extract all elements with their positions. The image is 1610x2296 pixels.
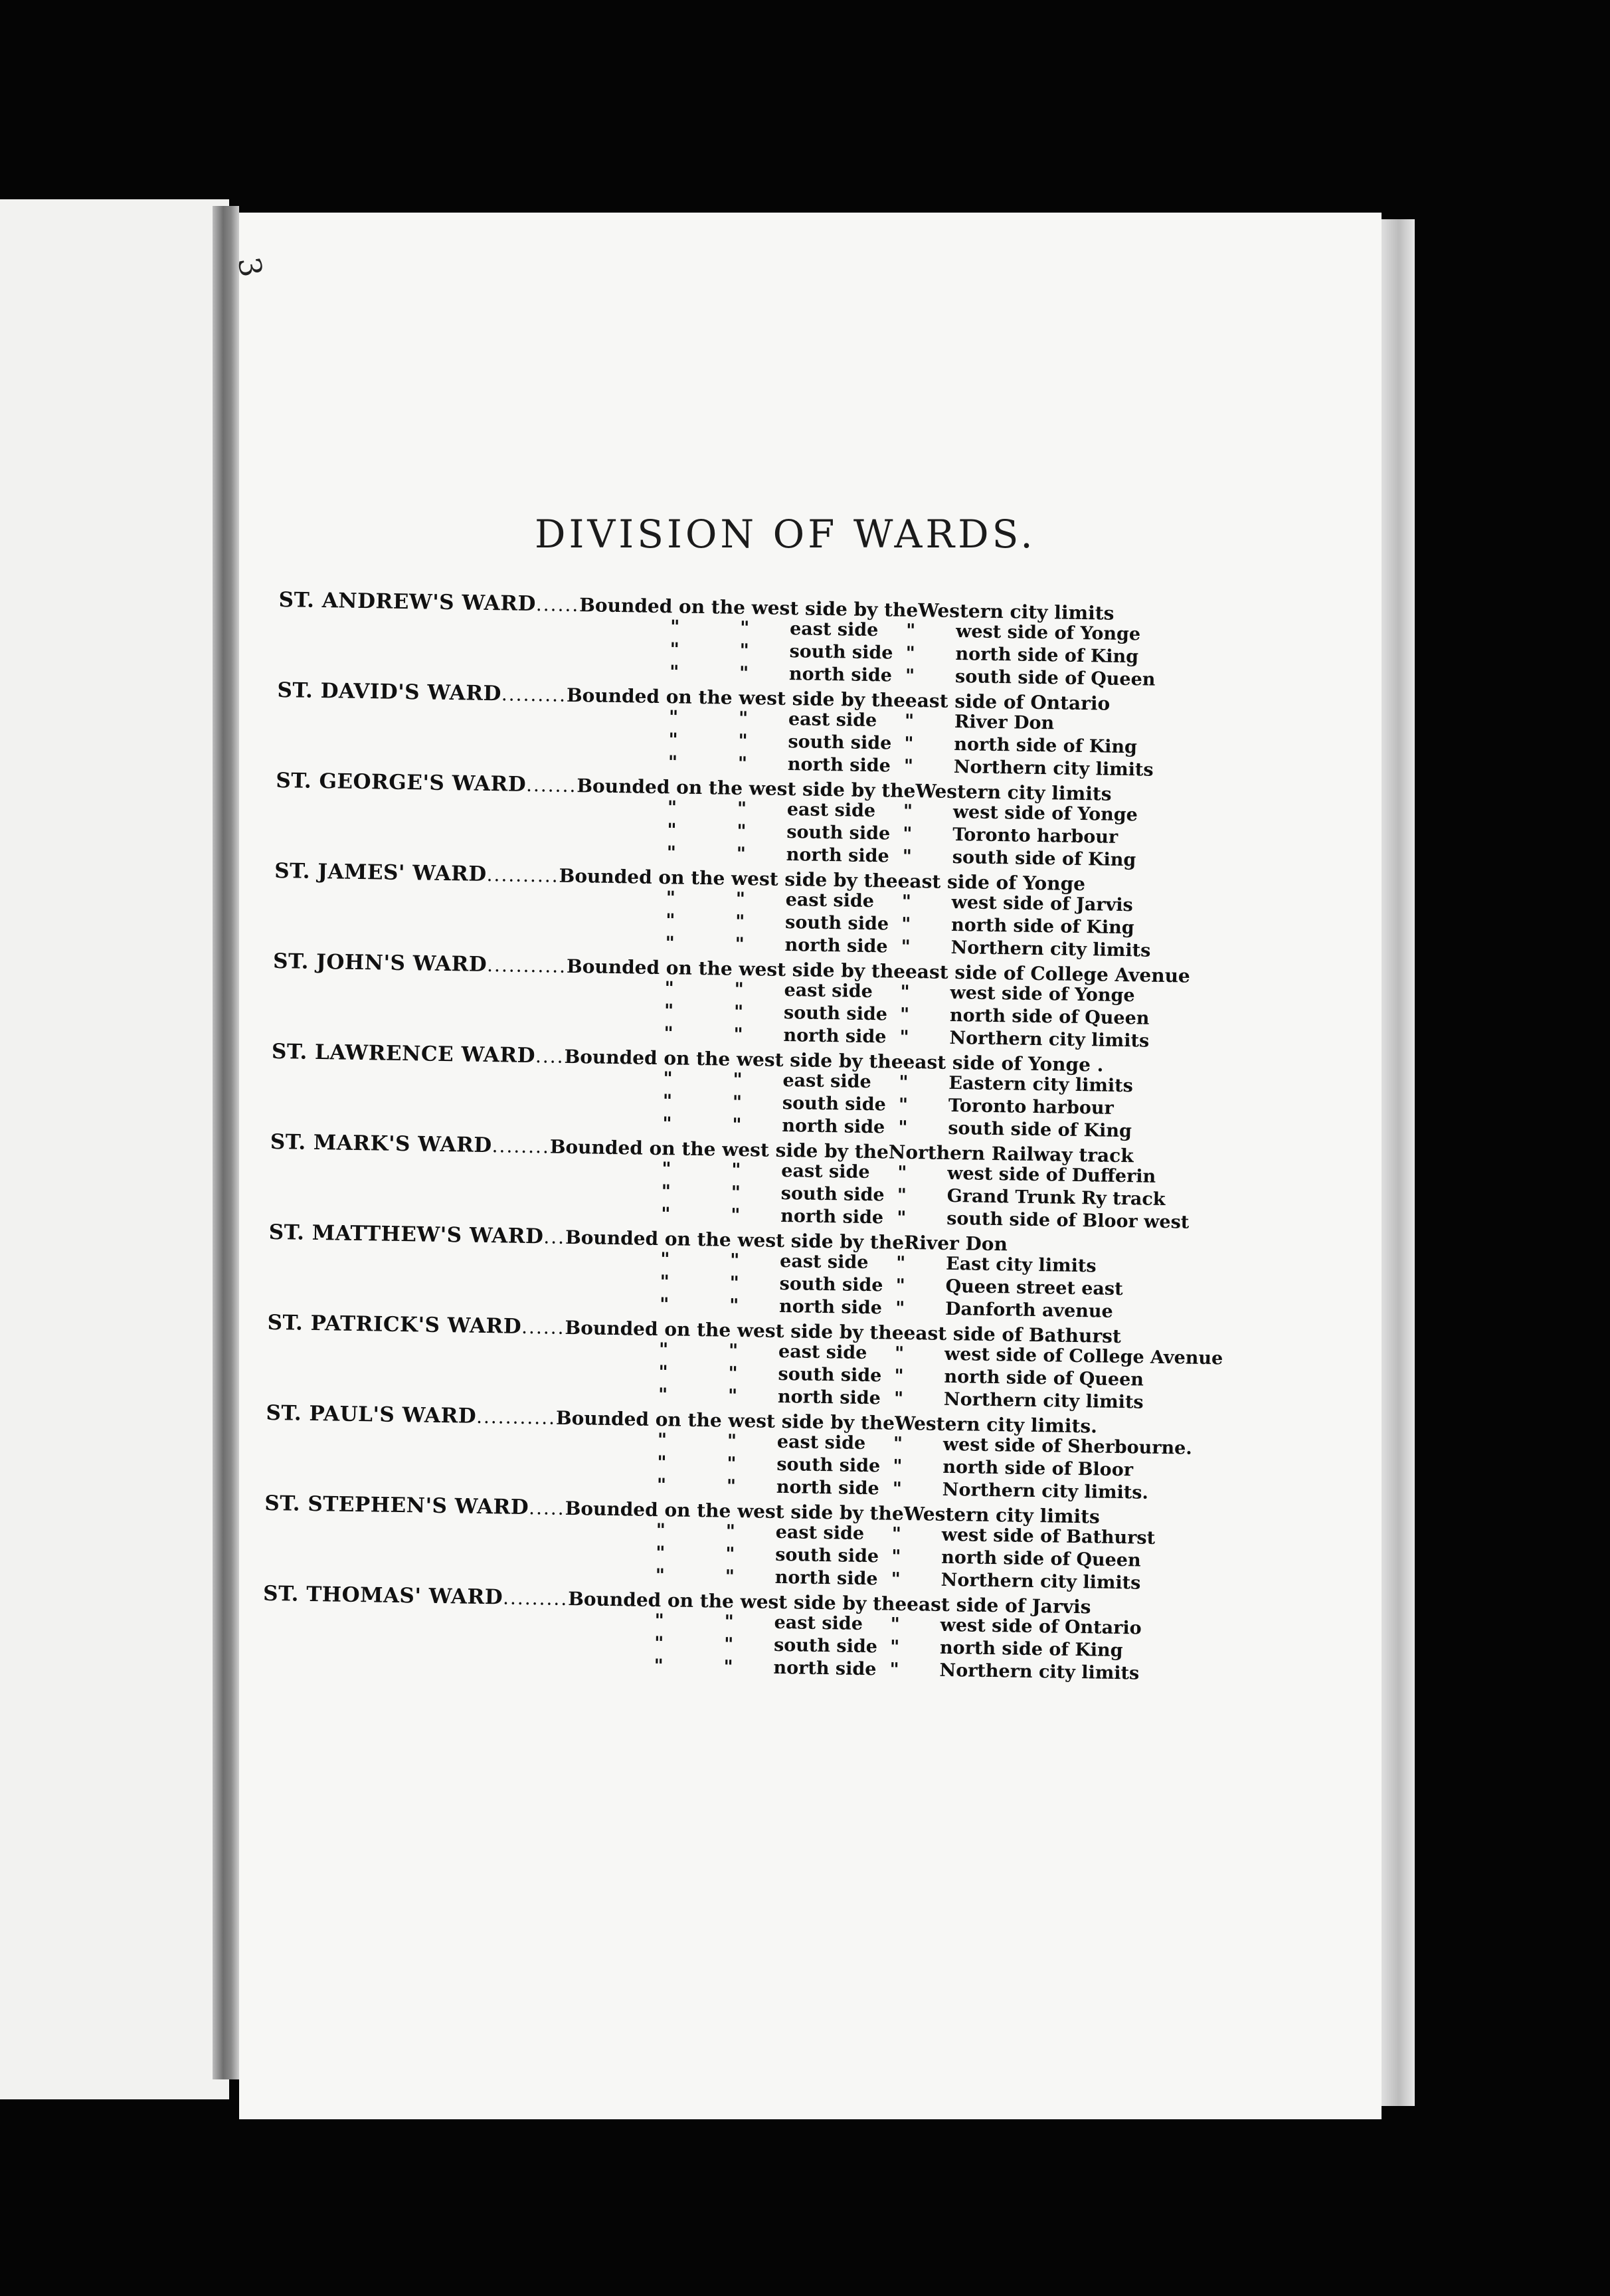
ditto-mark: "	[728, 1340, 739, 1361]
ditto-mark: "	[659, 1294, 670, 1315]
ward-name: ST. JOHN'S WARD	[272, 949, 488, 977]
ditto-mark: "	[889, 1636, 900, 1658]
ward-entry	[264, 1491, 1348, 1599]
west-boundary: east side of Jarvis	[906, 1593, 1091, 1618]
leader-dots: ...	[543, 1226, 566, 1248]
west-boundary: east side of Bathurst	[903, 1321, 1122, 1348]
leader-dots: ....	[535, 1045, 565, 1068]
ditto-mark: "	[738, 730, 748, 752]
ward-name: ST. LAWRENCE WARD	[271, 1039, 536, 1068]
leader-dots: .....	[528, 1497, 565, 1519]
side-label: east side	[774, 1612, 863, 1634]
ditto-mark: "	[666, 842, 677, 864]
east-boundary: west side of Jarvis	[951, 892, 1133, 916]
east-boundary: west side of Sherbourne.	[942, 1434, 1192, 1459]
side-label: east side	[775, 1521, 865, 1545]
ward-entry	[268, 1220, 1352, 1328]
ditto-mark: "	[664, 1023, 673, 1044]
page-title: DIVISION OF WARDS.	[535, 512, 1036, 557]
ditto-mark: "	[727, 1430, 737, 1452]
south-boundary: Toronto harbour	[952, 824, 1118, 848]
side-label: south side	[778, 1363, 882, 1387]
ditto-mark: "	[725, 1566, 735, 1587]
ditto-mark: "	[890, 1614, 900, 1635]
north-boundary: Northern city limits	[949, 1027, 1150, 1052]
ditto-mark: "	[891, 1523, 902, 1545]
west-boundary: Northern Railway track	[888, 1141, 1134, 1167]
side-label: south side	[784, 912, 889, 935]
ward-entry	[265, 1401, 1349, 1509]
side-label: north side	[784, 935, 888, 957]
ditto-mark: "	[664, 978, 674, 999]
bounded-phrase: Bounded on the west side by the	[555, 1406, 895, 1434]
ditto-mark: "	[902, 846, 913, 868]
east-boundary: west side of Yonge	[950, 982, 1135, 1006]
side-label: south side	[788, 731, 892, 754]
side-label: south side	[779, 1273, 883, 1296]
ditto-mark: "	[668, 729, 678, 751]
ditto-mark: "	[664, 1001, 674, 1022]
bounded-phrase: Bounded on the west side by the	[559, 864, 898, 892]
side-label: north side	[783, 1025, 887, 1048]
ditto-mark: "	[903, 801, 913, 822]
ditto-mark: "	[731, 1204, 741, 1226]
ditto-mark: "	[729, 1272, 739, 1294]
ditto-mark: "	[737, 820, 747, 842]
ditto-mark: "	[731, 1159, 741, 1181]
side-label: east side	[786, 799, 876, 822]
ward-name: ST. MARK'S WARD	[270, 1129, 492, 1158]
east-boundary: west side of Yonge	[955, 621, 1141, 645]
ditto-mark: "	[655, 1565, 666, 1586]
ditto-mark: "	[900, 981, 910, 1003]
bounded-phrase: Bounded on the west side by the	[566, 955, 906, 983]
ditto-mark: "	[666, 888, 676, 909]
ditto-mark: "	[903, 755, 914, 777]
ward-entry	[262, 1582, 1346, 1689]
north-boundary: Northern city limits	[939, 1660, 1140, 1684]
ditto-mark: "	[662, 1113, 672, 1135]
side-label: south side	[780, 1183, 885, 1206]
north-boundary: south side of King	[948, 1117, 1132, 1142]
side-label: east side	[782, 1070, 871, 1093]
leader-dots: ...........	[476, 1405, 557, 1429]
south-boundary: north side of King	[955, 644, 1139, 668]
ditto-mark: "	[733, 1069, 743, 1091]
bounded-phrase: Bounded on the west side by the	[565, 1226, 905, 1254]
south-boundary: Queen street east	[945, 1276, 1123, 1300]
ditto-mark: "	[723, 1656, 733, 1677]
side-label: north side	[778, 1295, 883, 1319]
ditto-mark: "	[663, 1068, 673, 1090]
ditto-mark: "	[665, 910, 675, 931]
leader-dots: .........	[502, 1586, 569, 1610]
south-boundary: north side of Queen	[949, 1004, 1150, 1029]
ditto-mark: "	[662, 1091, 673, 1112]
ditto-mark: "	[729, 1295, 739, 1317]
ditto-mark: "	[739, 617, 750, 639]
ditto-mark: "	[735, 888, 746, 910]
ditto-mark: "	[726, 1476, 737, 1497]
north-boundary: Northern city limits.	[942, 1479, 1149, 1503]
ditto-mark: "	[897, 1185, 907, 1206]
bounded-phrase: Bounded on the west side by the	[549, 1135, 889, 1163]
ditto-mark: "	[654, 1610, 664, 1632]
left-page-edge	[0, 199, 229, 2099]
bounded-phrase: Bounded on the west side by the	[567, 1588, 907, 1616]
south-boundary: north side of King	[939, 1637, 1123, 1662]
side-label: north side	[777, 1386, 881, 1409]
east-boundary: west side of Ontario	[940, 1614, 1142, 1639]
ditto-mark: "	[656, 1520, 666, 1541]
east-boundary: west side of Yonge	[952, 801, 1138, 826]
ward-name: ST. PAUL'S WARD	[266, 1400, 477, 1428]
ditto-mark: "	[893, 1433, 903, 1454]
ditto-mark: "	[898, 1117, 908, 1138]
bounded-phrase: Bounded on the west side by the	[564, 1045, 903, 1073]
ward-entry	[273, 859, 1357, 967]
side-label: south side	[782, 1093, 886, 1115]
page-number: 3	[230, 254, 270, 280]
ditto-mark: "	[732, 1114, 742, 1136]
side-label: north side	[776, 1476, 879, 1499]
ward-name: ST. DAVID'S WARD	[277, 678, 502, 706]
ward-name: ST. MATTHEW'S WARD	[268, 1220, 544, 1249]
ward-entry	[266, 1311, 1350, 1418]
ditto-mark: "	[739, 662, 749, 684]
south-boundary: Toronto harbour	[948, 1095, 1114, 1119]
ditto-mark: "	[662, 1159, 671, 1180]
ditto-mark: "	[905, 642, 915, 664]
ditto-mark: "	[667, 797, 677, 818]
ditto-mark: "	[895, 1252, 906, 1274]
north-boundary: Northern city limits	[953, 756, 1154, 781]
ditto-mark: "	[658, 1385, 668, 1406]
east-boundary: west side of Bathurst	[941, 1524, 1156, 1549]
ditto-mark: "	[668, 752, 678, 773]
ward-name: ST. ANDREW'S WARD	[278, 588, 537, 617]
ditto-mark: "	[737, 753, 748, 775]
book-gutter	[213, 206, 239, 2079]
ditto-mark: "	[660, 1249, 670, 1270]
side-label: north side	[786, 844, 889, 867]
side-label: north side	[787, 754, 891, 777]
ward-list	[262, 588, 1361, 1689]
ditto-mark: "	[894, 1343, 905, 1364]
ditto-mark: "	[901, 913, 911, 935]
side-label: east side	[785, 890, 875, 912]
ditto-mark: "	[654, 1656, 664, 1677]
ditto-mark: "	[738, 708, 749, 729]
ditto-mark: "	[904, 710, 915, 732]
west-boundary: east side of College Avenue	[905, 960, 1191, 987]
north-boundary: Northern city limits	[950, 937, 1151, 961]
side-label: south side	[786, 822, 891, 844]
side-label: south side	[773, 1634, 878, 1658]
ditto-mark: "	[735, 911, 745, 933]
ditto-mark: "	[895, 1275, 905, 1296]
ditto-mark: "	[899, 1072, 909, 1093]
east-boundary: East city limits	[945, 1253, 1097, 1277]
ditto-mark: "	[903, 823, 913, 845]
ward-name: ST. PATRICK'S WARD	[267, 1310, 522, 1339]
ditto-mark: "	[733, 1024, 743, 1046]
bounded-phrase: Bounded on the west side by the	[565, 1316, 904, 1344]
west-boundary: east side of Ontario	[905, 689, 1111, 715]
east-boundary: west side of Dufferin	[947, 1163, 1156, 1187]
bounded-phrase: Bounded on the west side by the	[566, 684, 906, 712]
ditto-mark: "	[668, 707, 679, 728]
ward-name: ST. JAMES' WARD	[274, 858, 487, 886]
ditto-mark: "	[660, 1272, 670, 1293]
east-boundary: River Don	[954, 712, 1055, 734]
ditto-mark: "	[894, 1365, 904, 1387]
ditto-mark: "	[891, 1569, 901, 1590]
side-label: east side	[784, 980, 873, 1003]
ditto-mark: "	[893, 1388, 904, 1409]
west-boundary: Western city limits	[917, 599, 1115, 624]
ditto-mark: "	[657, 1430, 668, 1451]
ditto-mark: "	[727, 1453, 737, 1474]
south-boundary: north side of Bloor	[942, 1456, 1134, 1481]
ditto-mark: "	[727, 1385, 738, 1406]
ditto-mark: "	[661, 1204, 671, 1225]
side-label: east side	[779, 1250, 869, 1274]
ward-name: ST. THOMAS' WARD	[262, 1581, 503, 1610]
ward-entry	[275, 769, 1359, 876]
ditto-mark: "	[898, 1094, 909, 1115]
ditto-mark: "	[728, 1363, 738, 1384]
ditto-mark: "	[657, 1452, 667, 1474]
side-label: south side	[783, 1003, 888, 1025]
ward-name: ST. STEPHEN'S WARD	[264, 1491, 529, 1520]
south-boundary: north side of King	[950, 914, 1134, 939]
side-label: south side	[789, 641, 893, 664]
ward-entry	[276, 678, 1360, 786]
ditto-mark: "	[670, 639, 679, 660]
bounded-phrase: Bounded on the west side by the	[565, 1497, 904, 1525]
ditto-mark: "	[891, 1546, 901, 1567]
west-boundary: east side of Yonge	[897, 870, 1086, 896]
west-boundary: River Don	[903, 1231, 1008, 1256]
bounded-phrase: Bounded on the west side by the	[579, 594, 919, 622]
ditto-mark: "	[670, 617, 680, 638]
side-label: north side	[773, 1657, 877, 1680]
ditto-mark: "	[737, 798, 747, 820]
side-label: east side	[781, 1160, 870, 1183]
north-boundary: Danforth avenue	[944, 1298, 1113, 1322]
ditto-mark: "	[654, 1633, 664, 1654]
ditto-mark: "	[893, 1456, 903, 1477]
ditto-mark: "	[729, 1250, 740, 1272]
ditto-mark: "	[901, 936, 911, 957]
west-boundary: Western city limits	[903, 1502, 1101, 1528]
north-boundary: south side of Bloor west	[946, 1208, 1190, 1233]
ditto-mark: "	[732, 1092, 743, 1113]
leader-dots: ...........	[486, 953, 567, 977]
ditto-mark: "	[899, 1004, 910, 1025]
side-label: north side	[774, 1567, 878, 1590]
side-label: east side	[778, 1341, 867, 1364]
ditto-mark: "	[892, 1478, 903, 1499]
ditto-mark: "	[661, 1181, 671, 1202]
ditto-mark: "	[739, 640, 749, 662]
east-boundary: Eastern city limits	[948, 1072, 1134, 1097]
ditto-mark: "	[736, 843, 747, 865]
west-boundary: east side of Yonge .	[903, 1050, 1104, 1076]
ward-entry	[270, 1040, 1354, 1147]
side-label: south side	[774, 1544, 879, 1567]
ditto-mark: "	[669, 662, 679, 683]
south-boundary: north side of Queen	[940, 1547, 1141, 1571]
bounded-phrase: Bounded on the west side by the	[577, 775, 916, 803]
ditto-mark: "	[667, 820, 677, 841]
west-boundary: Western city limits.	[894, 1412, 1098, 1438]
leader-dots: ......	[535, 593, 580, 617]
ditto-mark: "	[658, 1362, 668, 1383]
ditto-mark: "	[725, 1543, 735, 1565]
ward-name: ST. GEORGE'S WARD	[276, 768, 527, 797]
side-label: north side	[780, 1205, 884, 1228]
ditto-mark: "	[904, 733, 914, 755]
ditto-mark: "	[895, 1297, 905, 1319]
ditto-mark: "	[656, 1543, 666, 1564]
south-boundary: north side of Queen	[944, 1366, 1144, 1390]
north-boundary: Northern city limits	[943, 1388, 1144, 1413]
south-boundary: north side of King	[954, 733, 1138, 758]
ditto-mark: "	[656, 1475, 667, 1496]
leader-dots: ........	[492, 1135, 551, 1158]
ditto-mark: "	[724, 1611, 734, 1632]
ditto-mark: "	[899, 1026, 909, 1048]
ditto-mark: "	[733, 1001, 744, 1023]
ditto-mark: "	[735, 933, 745, 955]
west-boundary: Western city limits	[915, 780, 1112, 805]
ditto-mark: "	[734, 979, 744, 1001]
south-boundary: Grand Trunk Ry track	[946, 1185, 1166, 1210]
north-boundary: Northern city limits	[940, 1569, 1141, 1594]
ward-entry	[272, 949, 1356, 1057]
ditto-mark: "	[896, 1207, 907, 1228]
ditto-mark: "	[905, 665, 915, 687]
east-boundary: west side of College Avenue	[944, 1343, 1223, 1369]
leader-dots: ..........	[486, 863, 559, 887]
side-label: south side	[776, 1454, 881, 1477]
leader-dots: .........	[501, 683, 567, 706]
leader-dots: .......	[525, 773, 577, 797]
ditto-mark: "	[731, 1182, 741, 1204]
leader-dots: ......	[521, 1315, 565, 1339]
side-label: north side	[788, 664, 893, 686]
ditto-mark: "	[725, 1521, 736, 1542]
ditto-mark: "	[723, 1634, 734, 1655]
ditto-mark: "	[658, 1339, 669, 1361]
ditto-mark: "	[897, 1162, 907, 1183]
ward-entry	[269, 1130, 1353, 1238]
ditto-mark: "	[889, 1659, 899, 1680]
side-label: east side	[776, 1431, 866, 1454]
ward-entry	[278, 588, 1362, 696]
north-boundary: south side of Queen	[954, 666, 1156, 690]
side-label: east side	[789, 619, 879, 641]
north-boundary: south side of King	[952, 846, 1136, 871]
ditto-mark: "	[905, 620, 916, 642]
ditto-mark: "	[665, 933, 675, 954]
side-label: north side	[782, 1115, 885, 1138]
side-label: east side	[788, 709, 877, 731]
ditto-mark: "	[901, 891, 912, 913]
